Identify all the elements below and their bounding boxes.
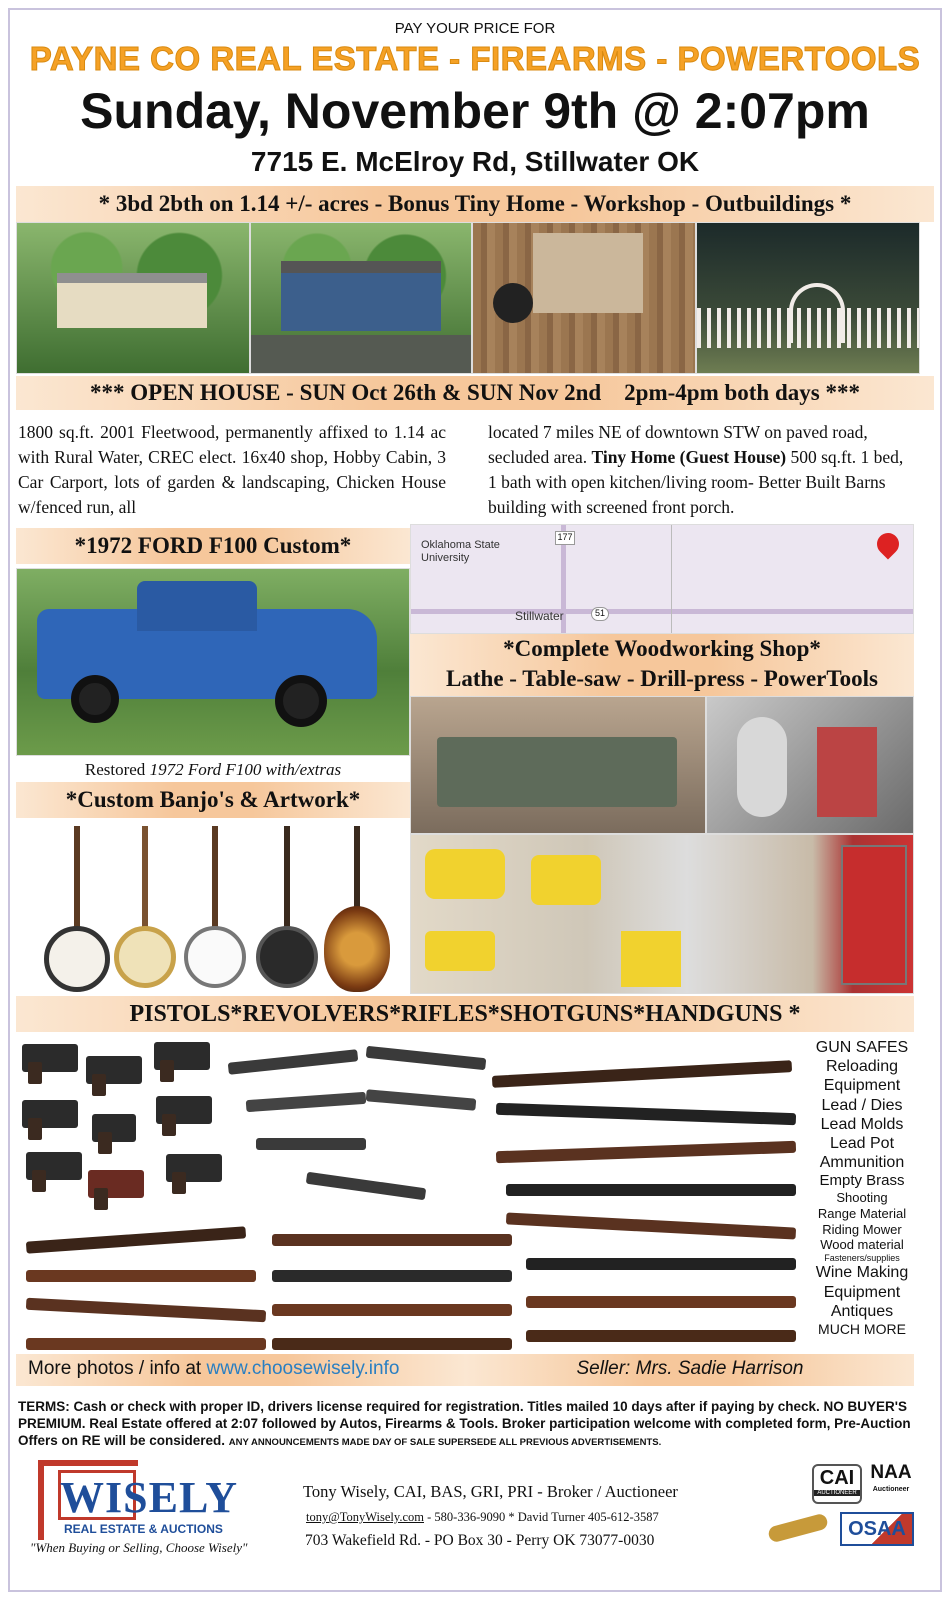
- broker-name: Tony Wisely, CAI, BAS, GRI, PRI - Broker / Auctioneer: [303, 1482, 678, 1501]
- house-photo: [16, 222, 250, 374]
- firearms-photo: [16, 1034, 808, 1352]
- dust-collector-photo: [706, 696, 914, 834]
- more-info-text: More photos / info at www.choosewisely.info: [28, 1358, 400, 1379]
- logo-sub: REAL ESTATE & AUCTIONS: [64, 1522, 223, 1536]
- extras-item: Riding Mower: [822, 1221, 902, 1237]
- woodshop-tools: Lathe - Table-saw - Drill-press - PowerTools: [446, 666, 878, 691]
- extras-item: Wine Making: [815, 1264, 909, 1282]
- extras-list: [808, 1038, 916, 1338]
- woodshop-band: [410, 634, 914, 696]
- extras-item: Lead Molds: [820, 1115, 904, 1133]
- extras-item: Fasteners/supplies: [824, 1252, 900, 1263]
- extras-item: MUCH MORE: [818, 1321, 906, 1338]
- broker-email[interactable]: tony@TonyWisely.com: [306, 1510, 424, 1524]
- extras-item: Ammunition: [819, 1154, 905, 1172]
- map-label-osu: Oklahoma State University: [421, 539, 500, 564]
- map-route-177: 177: [555, 531, 575, 545]
- osaa-badge: OSAA: [840, 1512, 914, 1546]
- tiny-home-photo: [250, 222, 472, 374]
- extras-item: GUN SAFES: [815, 1039, 909, 1056]
- naa-badge: NAA Auctioneer: [870, 1462, 912, 1493]
- logo-name: WISELY: [60, 1473, 239, 1522]
- extras-item: Equipment: [823, 1077, 901, 1095]
- wisely-logo: [30, 1460, 280, 1590]
- broker-address: 703 Wakefield Rd. - PO Box 30 - Perry OK 73077-0030: [305, 1532, 655, 1549]
- extras-item: Reloading: [825, 1058, 899, 1076]
- property-band: * 3bd 2bth on 1.14 +/- acres - Bonus Tiny Home - Workshop - Outbuildings *: [16, 186, 934, 222]
- extras-item: Lead / Dies: [821, 1096, 903, 1114]
- more-info-band: [16, 1354, 466, 1386]
- kicker: PAY YOUR PRICE FOR: [394, 20, 556, 37]
- location-map: [410, 524, 914, 634]
- broker-contact: tony@TonyWisely.com - 580-336-9090 * David Turner 405-612-3587: [306, 1510, 659, 1524]
- extras-item: Lead Pot: [829, 1134, 895, 1152]
- terms-text: TERMS: Cash or check with proper ID, drivers license required for registration. Titles mailed 10 days after if paying by check. NO BUYER'S PREMIUM. Real Estate offered at 2:07 followed by Autos, Firearms & Tools. Broker participation welcome with completed form, Pre-Auction Offers on RE will be considered. ANY ANNOUNCEMENTS MADE DAY OF SALE SUPERSEDE ALL PREVIOUS ADVERTISEMENTS.: [18, 1399, 911, 1448]
- extras-item: Shooting: [836, 1190, 888, 1206]
- firearms-band: PISTOLS*REVOLVERS*RIFLES*SHOTGUNS*HANDGUNS *: [16, 996, 914, 1032]
- garden-photo: [696, 222, 920, 374]
- extras-item: Range Material: [817, 1205, 907, 1221]
- headline: PAYNE CO REAL ESTATE - FIREARMS - POWERTOOLS: [29, 40, 921, 77]
- truck-band: *1972 FORD F100 Custom*: [16, 528, 410, 564]
- auction-address: 7715 E. McElroy Rd, Stillwater OK: [250, 146, 700, 177]
- woodshop-title: *Complete Woodworking Shop*: [503, 636, 821, 661]
- map-pin-icon: [872, 528, 903, 559]
- porch-photo: [472, 222, 696, 374]
- truck-caption: Restored 1972 Ford F100 with/extras: [84, 760, 342, 779]
- description-left: 1800 sq.ft. 2001 Fleetwood, permanently affixed to 1.14 ac with Rural Water, CREC elect. 16x40 shop, Hobby Cabin, 3 Car Carport, lots of garden & landscaping, Chicken House w/fenced run, all: [18, 422, 446, 517]
- powertools-photo: [410, 834, 914, 994]
- open-house-band: *** OPEN HOUSE - SUN Oct 26th & SUN Nov 2nd 2pm-4pm both days ***: [16, 376, 934, 410]
- cai-badge: CAI AUCTIONEER: [812, 1464, 862, 1504]
- lathe-photo: [410, 696, 706, 834]
- banjo-band: *Custom Banjo's & Artwork*: [16, 782, 410, 818]
- description-right: located 7 miles NE of downtown STW on paved road, secluded area. Tiny Home (Guest House) 500 sq.ft. 1 bed, 1 bath with open kitchen/living room- Better Built Barns building with screened front porch.: [488, 422, 904, 517]
- logo-tagline: "When Buying or Selling, Choose Wisely": [30, 1540, 248, 1555]
- truck-photo: [16, 568, 410, 756]
- extras-item: Antiques: [830, 1302, 894, 1320]
- website-link[interactable]: www.choosewisely.info: [206, 1358, 400, 1379]
- banjo-photo: [16, 822, 410, 992]
- seller-band: [466, 1354, 914, 1386]
- extras-item: Equipment: [823, 1283, 901, 1301]
- extras-item: Wood material: [820, 1237, 904, 1253]
- auction-date-time: Sunday, November 9th @ 2:07pm: [80, 83, 870, 139]
- map-label-city: Stillwater: [515, 609, 564, 623]
- seller-name: Seller: Mrs. Sadie Harrison: [576, 1358, 804, 1379]
- extras-item: Empty Brass: [819, 1172, 905, 1190]
- map-route-51: 51: [591, 607, 609, 621]
